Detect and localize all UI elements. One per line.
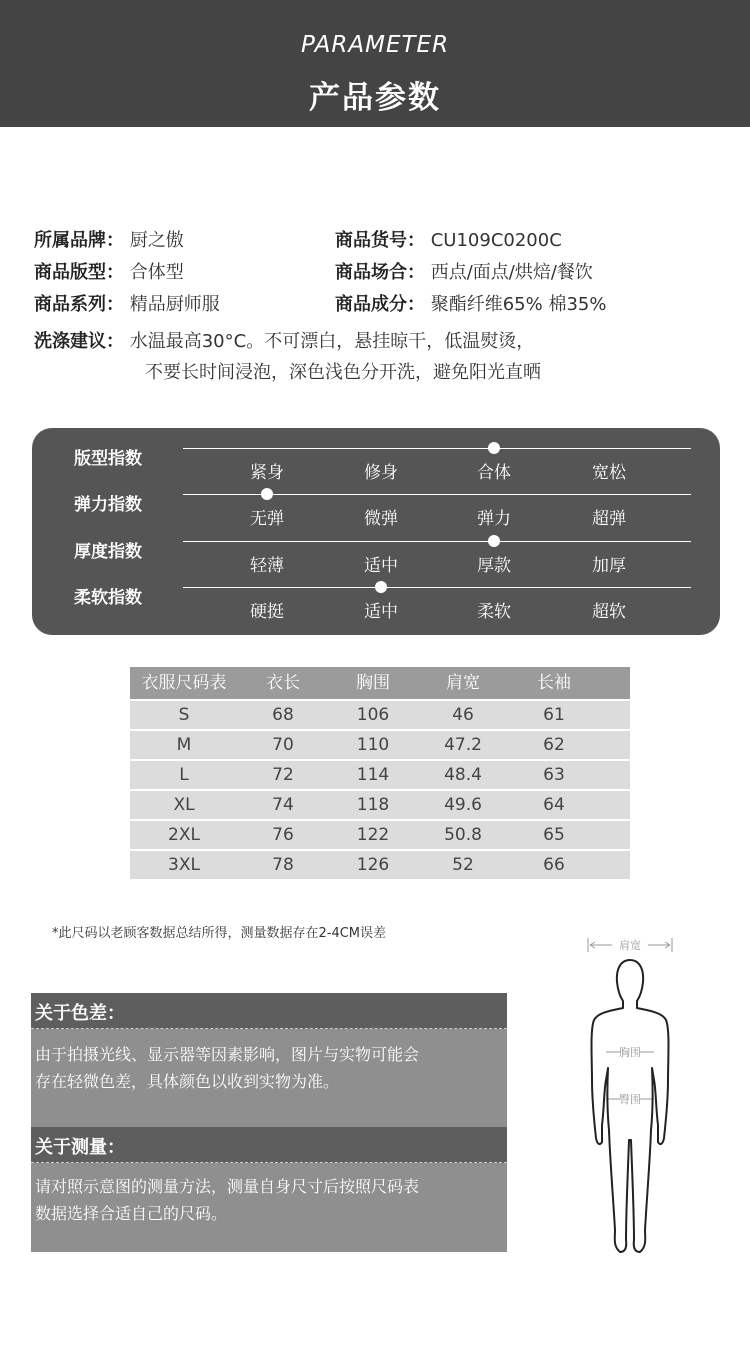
chest-cell: 122 (356, 825, 390, 845)
index-option: 适中 (364, 602, 398, 622)
header-title-en: PARAMETER (300, 32, 450, 58)
color-diff-title: 关于色差： (35, 1003, 125, 1024)
figure-shoulder-label: 肩宽 (619, 939, 641, 952)
measure-line-1: 请对照示意图的测量方法，测量自身尺寸后按照尺码表 (35, 1177, 420, 1196)
composition-value: 聚酯纤维65% 棉35% (430, 294, 607, 315)
size-note: *此尺码以老顾客数据总结所得，测量数据存在2-4CM误差 (52, 926, 387, 941)
index-option: 厚款 (477, 556, 511, 576)
sleeve-cell: 66 (543, 855, 565, 875)
measure-box (31, 1127, 507, 1252)
index-option: 合体 (477, 463, 511, 483)
shoulder-cell: 49.6 (444, 795, 482, 815)
sleeve-cell: 61 (543, 705, 565, 725)
shoulder-cell: 48.4 (444, 765, 482, 785)
sleeve-cell: 64 (543, 795, 565, 815)
series-value: 精品厨师服 (129, 294, 220, 315)
size-header-cell: 胸围 (356, 673, 390, 693)
table-row (130, 821, 630, 849)
index-option: 超软 (592, 602, 626, 622)
index-option: 宽松 (592, 463, 626, 483)
index-option: 超弹 (592, 509, 626, 529)
sleeve-cell: 63 (543, 765, 565, 785)
shoulder-cell: 46 (452, 705, 474, 725)
length-cell: 78 (272, 855, 294, 875)
header-title-cn: 产品参数 (309, 80, 441, 116)
figure-hip-label: 臀围 (619, 1093, 641, 1106)
fit-label: 商品版型： (34, 262, 124, 283)
sleeve-cell: 65 (543, 825, 565, 845)
index-option: 柔软 (477, 602, 511, 622)
index-label: 版型指数 (74, 449, 142, 469)
index-option: 微弹 (364, 509, 398, 529)
figure-chest-label: 胸围 (619, 1046, 641, 1059)
index-label: 柔软指数 (74, 588, 142, 608)
color-diff-box (31, 993, 507, 1128)
index-option: 轻薄 (250, 556, 284, 576)
care-line-1: 水温最高30°C。不可漂白，悬挂晾干，低温熨烫， (129, 331, 535, 352)
item-no-value: CU109C0200C (430, 230, 562, 251)
measure-line-2: 数据选择合适自己的尺码。 (35, 1204, 228, 1223)
length-cell: 74 (272, 795, 294, 815)
index-option: 硬挺 (250, 602, 284, 622)
chest-cell: 126 (356, 855, 390, 875)
index-marker-dot (488, 535, 500, 547)
body-figure-icon (580, 930, 690, 1260)
sleeve-cell: 62 (543, 735, 565, 755)
chest-cell: 106 (356, 705, 390, 725)
occasion-value: 西点/面点/烘焙/餐饮 (430, 262, 593, 283)
shoulder-cell: 52 (452, 855, 474, 875)
index-marker-dot (488, 442, 500, 454)
index-marker-dot (261, 488, 273, 500)
shoulder-cell: 50.8 (444, 825, 482, 845)
length-cell: 76 (272, 825, 294, 845)
size-cell: M (176, 735, 192, 755)
care-line-2: 不要长时间浸泡，深色浅色分开洗，避免阳光直晒 (145, 362, 541, 383)
occasion-label: 商品场合： (335, 262, 425, 283)
fit-value: 合体型 (129, 262, 184, 283)
chest-cell: 114 (356, 765, 390, 785)
index-label: 弹力指数 (74, 495, 142, 515)
index-marker-dot (375, 581, 387, 593)
size-cell: S (178, 705, 190, 725)
size-header-cell: 衣服尺码表 (141, 673, 227, 693)
info-fit (34, 258, 184, 284)
index-scale-line (183, 448, 691, 449)
length-cell: 72 (272, 765, 294, 785)
size-header-cell: 肩宽 (446, 673, 480, 693)
care-label: 洗涤建议： (34, 331, 124, 352)
size-table-header (130, 667, 630, 699)
series-label: 商品系列： (34, 294, 124, 315)
index-option: 修身 (364, 463, 398, 483)
size-cell: L (179, 765, 189, 785)
info-composition (335, 290, 606, 316)
size-header-cell: 衣长 (266, 673, 300, 693)
item-no-label: 商品货号： (335, 230, 425, 251)
length-cell: 70 (272, 735, 294, 755)
info-brand (34, 226, 184, 252)
chest-cell: 118 (356, 795, 390, 815)
info-care (34, 327, 534, 353)
shoulder-cell: 47.2 (444, 735, 482, 755)
size-cell: 3XL (168, 855, 200, 875)
index-label: 厚度指数 (74, 542, 142, 562)
info-occasion (335, 258, 593, 284)
index-option: 弹力 (477, 509, 511, 529)
index-option: 紧身 (250, 463, 284, 483)
index-scale-line (183, 541, 691, 542)
index-option: 无弹 (250, 509, 284, 529)
info-series (34, 290, 220, 316)
index-option: 加厚 (592, 556, 626, 576)
table-row (130, 761, 630, 789)
size-header-cell: 长袖 (537, 673, 571, 693)
brand-label: 所属品牌： (34, 230, 124, 251)
index-option: 适中 (364, 556, 398, 576)
size-table (130, 667, 630, 879)
chest-cell: 110 (356, 735, 390, 755)
size-cell: XL (173, 795, 195, 815)
page-header (0, 0, 750, 127)
length-cell: 68 (272, 705, 294, 725)
color-diff-line-1: 由于拍摄光线、显示器等因素影响，图片与实物可能会 (35, 1045, 420, 1064)
table-row (130, 701, 630, 729)
brand-value: 厨之傲 (129, 230, 184, 251)
table-row (130, 791, 630, 819)
index-scale-line (183, 587, 691, 588)
size-cell: 2XL (168, 825, 200, 845)
table-row (130, 731, 630, 759)
composition-label: 商品成分： (335, 294, 425, 315)
info-item-no (335, 226, 562, 252)
index-scale-line (183, 494, 691, 495)
color-diff-line-2: 存在轻微色差，具体颜色以收到实物为准。 (35, 1072, 340, 1091)
table-row (130, 851, 630, 879)
measure-title: 关于测量： (35, 1137, 125, 1158)
